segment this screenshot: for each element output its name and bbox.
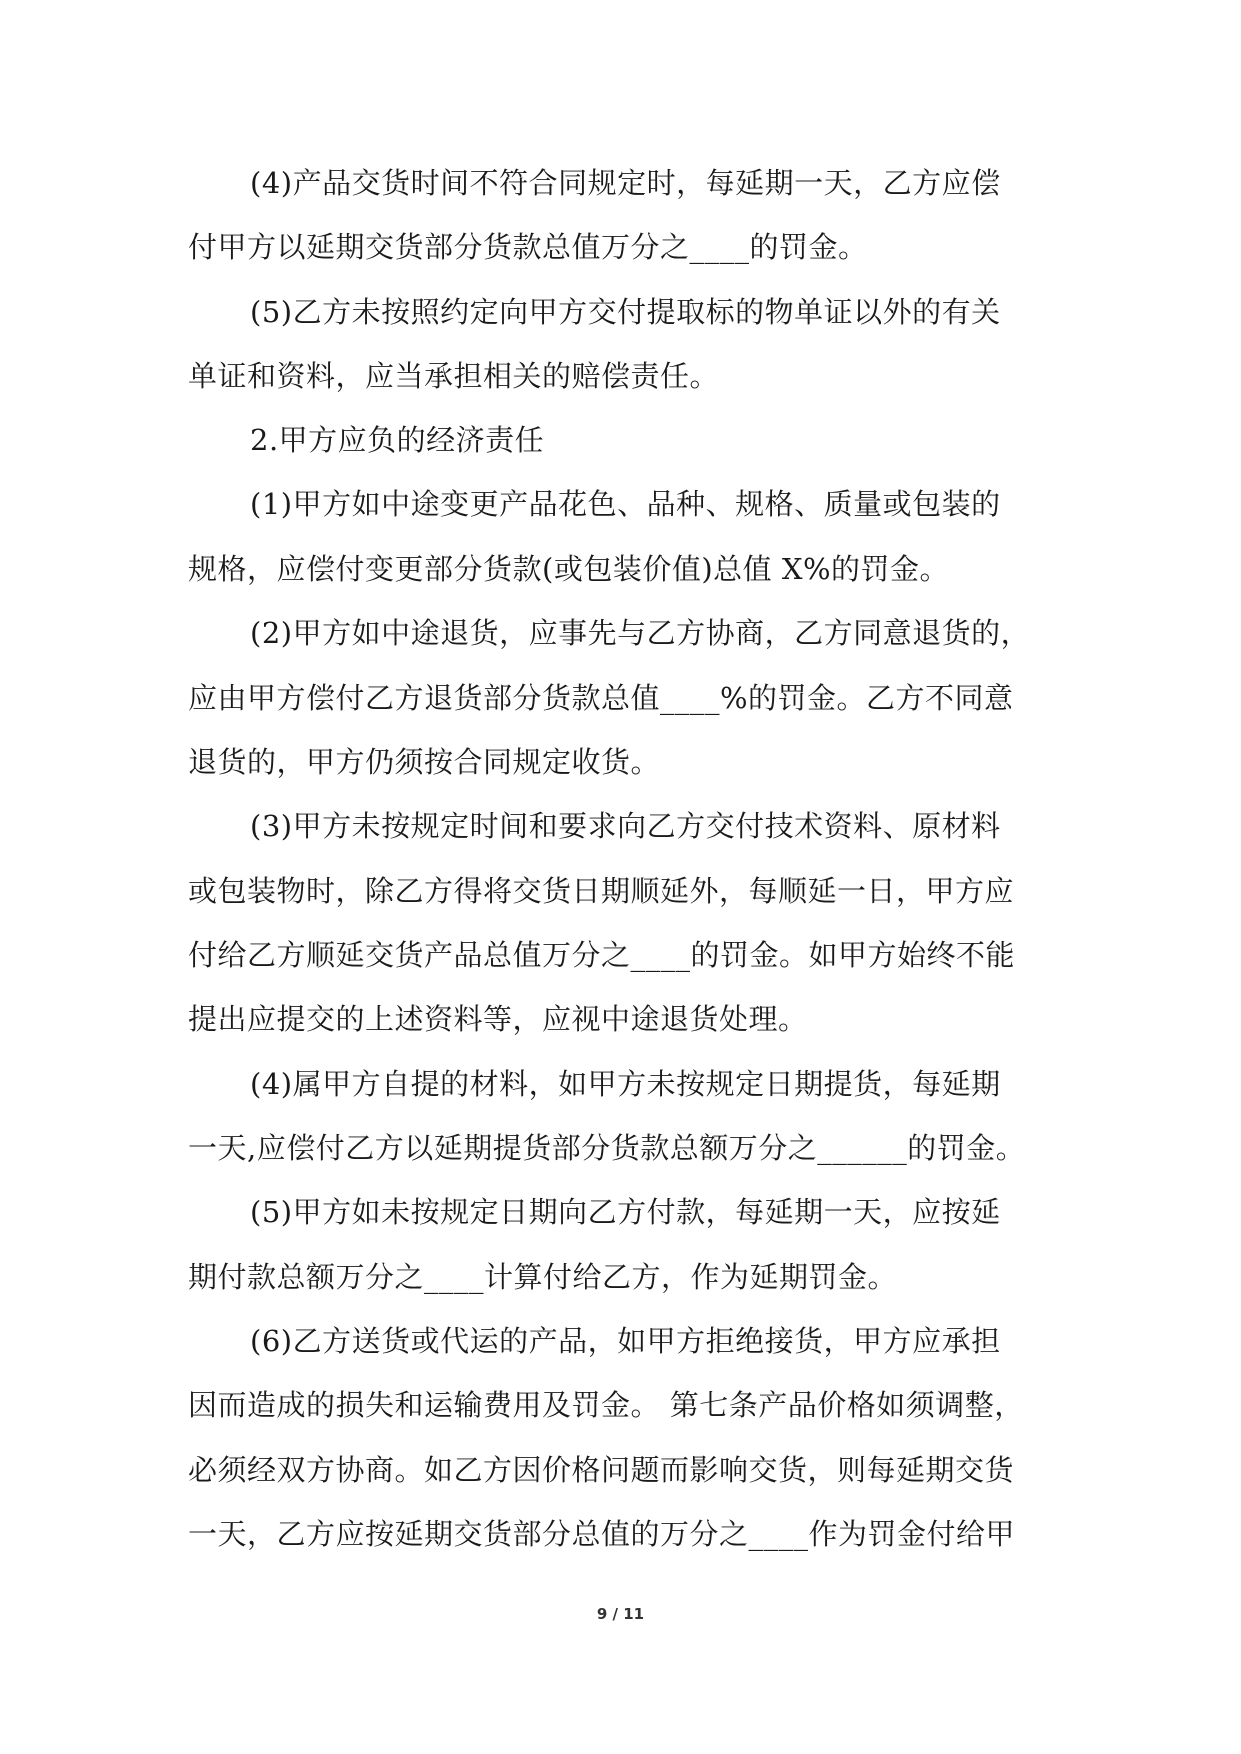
text-line: (2)甲方如中途退货，应事先与乙方协商，乙方同意退货的，	[250, 616, 1031, 650]
page-number: 9 / 11	[596, 1605, 645, 1623]
text-line: (5)乙方未按照约定向甲方交付提取标的物单证以外的有关	[250, 295, 1001, 329]
text-line: (6)乙方送货或代运的产品，如甲方拒绝接货，甲方应承担	[250, 1324, 1001, 1358]
text-line: (4)属甲方自提的材料，如甲方未按规定日期提货，每延期	[250, 1067, 1001, 1101]
section-heading: 2.甲方应负的经济责任	[250, 423, 545, 457]
text-line: 一天,应偿付乙方以延期提货部分货款总额万分之______的罚金。	[188, 1131, 1026, 1165]
text-line: 退货的，甲方仍须按合同规定收货。	[188, 745, 661, 779]
text-line: 或包装物时，除乙方得将交货日期顺延外，每顺延一日，甲方应	[188, 874, 1015, 908]
text-line: 付给乙方顺延交货产品总值万分之____的罚金。如甲方始终不能	[188, 938, 1016, 972]
text-line: 必须经双方协商。如乙方因价格问题而影响交货，则每延期交货	[188, 1453, 1015, 1487]
text-line: (5)甲方如未按规定日期向乙方付款，每延期一天，应按延	[250, 1195, 1001, 1229]
text-line: 规格，应偿付变更部分货款(或包装价值)总值 X%的罚金。	[188, 552, 950, 586]
text-line: 付甲方以延期交货部分货款总值万分之____的罚金。	[188, 230, 868, 264]
text-line: 提出应提交的上述资料等，应视中途退货处理。	[188, 1002, 808, 1036]
text-line: 期付款总额万分之____计算付给乙方，作为延期罚金。	[188, 1260, 898, 1294]
text-line: (3)甲方未按规定时间和要求向乙方交付技术资料、原材料	[250, 809, 1001, 843]
text-line: 一天，乙方应按延期交货部分总值的万分之____作为罚金付给甲	[188, 1517, 1016, 1551]
text-line: 因而造成的损失和运输费用及罚金。 第七条产品价格如须调整，	[188, 1388, 1024, 1422]
text-line: 单证和资料，应当承担相关的赔偿责任。	[188, 359, 720, 393]
text-line: 应由甲方偿付乙方退货部分货款总值____%的罚金。乙方不同意	[188, 681, 1014, 715]
text-line: (4)产品交货时间不符合同规定时，每延期一天，乙方应偿	[250, 166, 1001, 200]
text-line: (1)甲方如中途变更产品花色、品种、规格、质量或包装的	[250, 487, 1001, 521]
